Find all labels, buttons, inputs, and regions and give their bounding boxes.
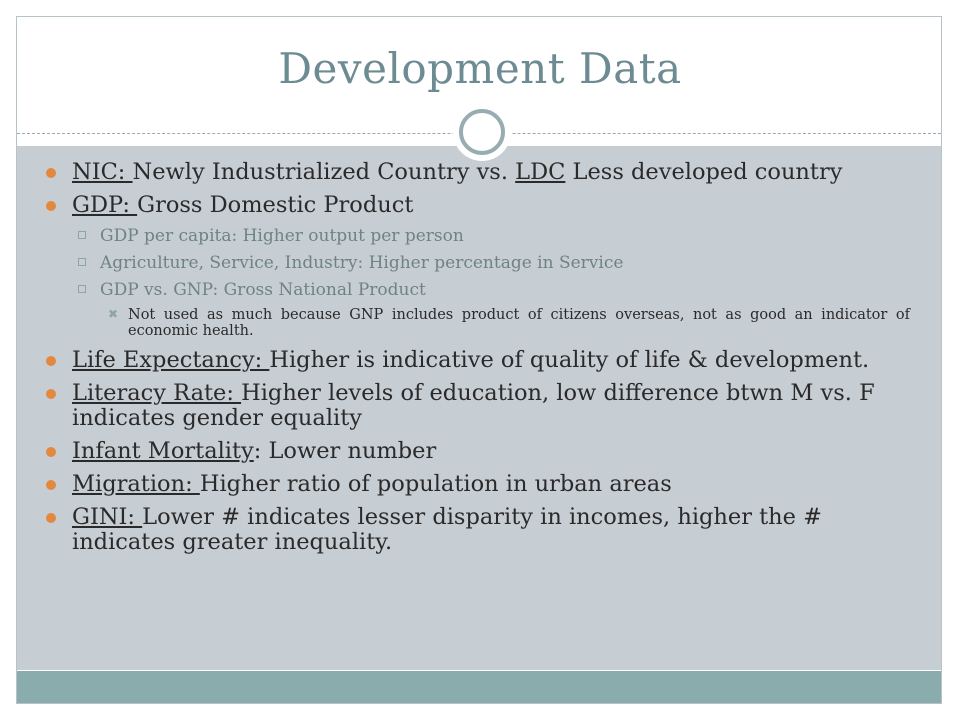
text-nic: Newly Industrialized Country vs.	[132, 159, 516, 185]
term-migration: Migration:	[72, 471, 200, 497]
hollow-square-icon	[78, 231, 86, 239]
list-item-infant-mortality	[46, 439, 916, 464]
slide-title: Development Data	[278, 44, 682, 93]
hollow-square-icon	[78, 285, 86, 293]
x-mark-icon: ✖	[108, 307, 119, 321]
text-literacy: Higher levels of education, low difference btwn M vs. F indicates gender equality	[72, 380, 875, 431]
sub-item-gnp	[46, 280, 916, 300]
subsub-item-gnp-note	[46, 307, 916, 339]
ring-icon	[453, 103, 511, 161]
orange-dot-icon	[46, 389, 56, 399]
orange-dot-icon	[46, 168, 56, 178]
sub-text: Agriculture, Service, Industry: Higher percentage in Service	[100, 253, 624, 273]
text-gini: Lower # indicates lesser disparity in incomes, higher the # indicates greater inequality.	[72, 504, 822, 555]
list-item-literacy	[46, 381, 916, 431]
term-ldc: LDC	[515, 159, 566, 185]
orange-dot-icon	[46, 480, 56, 490]
orange-dot-icon	[46, 447, 56, 457]
text-ldc: Less developed country	[565, 159, 843, 185]
term-life-expectancy: Life Expectancy:	[72, 347, 270, 373]
term-infant-mortality: Infant Mortality	[72, 438, 254, 464]
text-infant-mortality: : Lower number	[253, 438, 437, 464]
text-life-expectancy: Higher is indicative of quality of life & development.	[269, 347, 870, 373]
sub-text: GDP vs. GNP: Gross National Product	[100, 280, 426, 300]
text-migration: Higher ratio of population in urban areas	[199, 471, 672, 497]
text-gdp: Gross Domestic Product	[137, 192, 414, 218]
sub-item-gdp-per-capita	[46, 226, 916, 246]
sub-text: GDP per capita: Higher output per person	[100, 226, 464, 246]
term-nic: NIC:	[72, 159, 133, 185]
bullet-list	[46, 160, 916, 563]
term-gini: GINI:	[72, 504, 143, 530]
subsub-text: Not used as much because GNP includes product of citizens overseas, not as good an indicator of economic health.	[128, 307, 910, 339]
hollow-square-icon	[78, 258, 86, 266]
orange-dot-icon	[46, 201, 56, 211]
list-item-gdp	[46, 193, 916, 218]
term-gdp: GDP:	[72, 192, 138, 218]
orange-dot-icon	[46, 356, 56, 366]
list-item-gini	[46, 505, 916, 555]
list-item-migration	[46, 472, 916, 497]
list-item-life-expectancy	[46, 348, 916, 373]
sub-item-sectors	[46, 253, 916, 273]
list-item-nic	[46, 160, 916, 185]
orange-dot-icon	[46, 513, 56, 523]
term-literacy: Literacy Rate:	[72, 380, 242, 406]
